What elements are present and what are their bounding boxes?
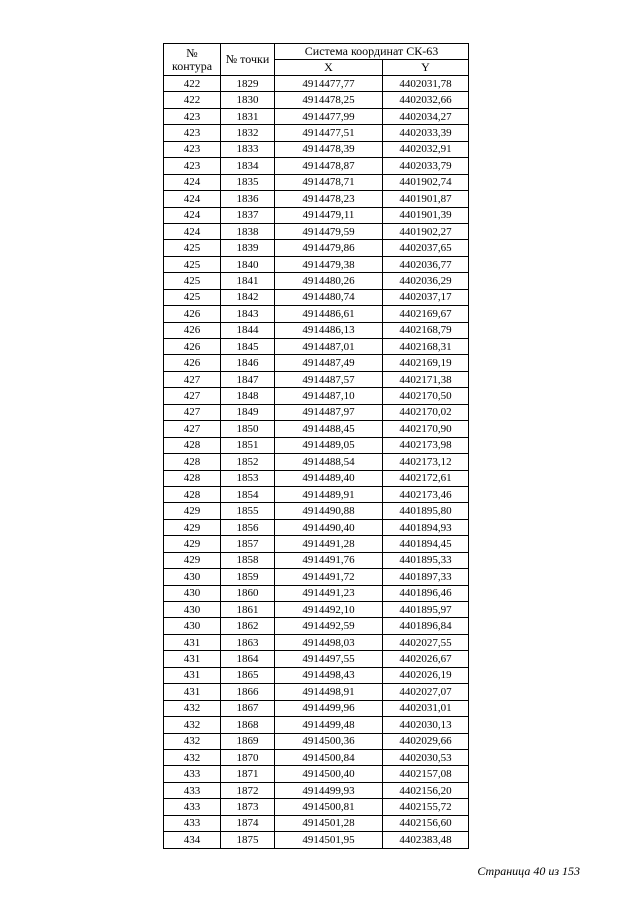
contour-number-symbol: № bbox=[186, 45, 198, 60]
y-cell: 4402157,08 bbox=[383, 766, 469, 782]
y-cell: 4402173,98 bbox=[383, 437, 469, 453]
contour-cell: 426 bbox=[164, 339, 221, 355]
table-row bbox=[164, 289, 469, 305]
x-cell: 4914491,28 bbox=[275, 536, 383, 552]
point-cell: 1831 bbox=[221, 108, 275, 124]
table-row bbox=[164, 256, 469, 272]
contour-cell: 433 bbox=[164, 815, 221, 831]
y-cell: 4401896,84 bbox=[383, 618, 469, 634]
contour-cell: 424 bbox=[164, 174, 221, 190]
point-cell: 1866 bbox=[221, 684, 275, 700]
x-cell: 4914487,57 bbox=[275, 371, 383, 387]
point-cell: 1873 bbox=[221, 799, 275, 815]
contour-cell: 432 bbox=[164, 749, 221, 765]
contour-cell: 424 bbox=[164, 207, 221, 223]
y-cell: 4402383,48 bbox=[383, 832, 469, 848]
x-cell: 4914486,61 bbox=[275, 306, 383, 322]
table-row bbox=[164, 569, 469, 585]
table-row bbox=[164, 799, 469, 815]
x-cell: 4914500,40 bbox=[275, 766, 383, 782]
point-cell: 1854 bbox=[221, 486, 275, 502]
x-cell: 4914497,55 bbox=[275, 651, 383, 667]
point-cell: 1869 bbox=[221, 733, 275, 749]
contour-cell: 430 bbox=[164, 585, 221, 601]
y-cell: 4402031,01 bbox=[383, 700, 469, 716]
point-cell: 1868 bbox=[221, 717, 275, 733]
table-row bbox=[164, 700, 469, 716]
y-cell: 4402034,27 bbox=[383, 108, 469, 124]
x-cell: 4914492,59 bbox=[275, 618, 383, 634]
y-cell: 4402173,46 bbox=[383, 486, 469, 502]
table-body bbox=[164, 76, 469, 849]
y-cell: 4401901,39 bbox=[383, 207, 469, 223]
table-row bbox=[164, 92, 469, 108]
table-row bbox=[164, 667, 469, 683]
x-cell: 4914500,84 bbox=[275, 749, 383, 765]
y-cell: 4402030,53 bbox=[383, 749, 469, 765]
y-cell: 4401902,27 bbox=[383, 223, 469, 239]
point-cell: 1858 bbox=[221, 552, 275, 568]
table-row bbox=[164, 240, 469, 256]
contour-cell: 424 bbox=[164, 223, 221, 239]
x-cell: 4914478,23 bbox=[275, 191, 383, 207]
table-row bbox=[164, 404, 469, 420]
contour-cell: 432 bbox=[164, 700, 221, 716]
y-cell: 4401901,87 bbox=[383, 191, 469, 207]
y-cell: 4401894,93 bbox=[383, 519, 469, 535]
point-cell: 1839 bbox=[221, 240, 275, 256]
contour-cell: 429 bbox=[164, 503, 221, 519]
x-cell: 4914486,13 bbox=[275, 322, 383, 338]
contour-cell: 423 bbox=[164, 141, 221, 157]
point-cell: 1859 bbox=[221, 569, 275, 585]
contour-cell: 423 bbox=[164, 108, 221, 124]
contour-number-header bbox=[164, 44, 221, 76]
x-cell: 4914487,01 bbox=[275, 339, 383, 355]
y-cell: 4401894,45 bbox=[383, 536, 469, 552]
table-row bbox=[164, 470, 469, 486]
x-cell: 4914480,74 bbox=[275, 289, 383, 305]
point-cell: 1846 bbox=[221, 355, 275, 371]
table-row bbox=[164, 76, 469, 92]
table-row bbox=[164, 125, 469, 141]
point-cell: 1860 bbox=[221, 585, 275, 601]
table-row bbox=[164, 141, 469, 157]
y-cell: 4402169,19 bbox=[383, 355, 469, 371]
contour-cell: 434 bbox=[164, 832, 221, 848]
point-cell: 1838 bbox=[221, 223, 275, 239]
y-column-header: Y bbox=[383, 60, 469, 76]
contour-cell: 426 bbox=[164, 355, 221, 371]
x-cell: 4914501,28 bbox=[275, 815, 383, 831]
x-cell: 4914500,36 bbox=[275, 733, 383, 749]
y-cell: 4402027,07 bbox=[383, 684, 469, 700]
contour-cell: 433 bbox=[164, 766, 221, 782]
y-cell: 4402172,61 bbox=[383, 470, 469, 486]
point-cell: 1840 bbox=[221, 256, 275, 272]
y-cell: 4402156,20 bbox=[383, 782, 469, 798]
table-row bbox=[164, 388, 469, 404]
y-cell: 4402036,77 bbox=[383, 256, 469, 272]
contour-number-label: контура bbox=[171, 58, 213, 73]
x-cell: 4914491,72 bbox=[275, 569, 383, 585]
y-cell: 4401895,97 bbox=[383, 602, 469, 618]
y-cell: 4401896,46 bbox=[383, 585, 469, 601]
x-cell: 4914478,39 bbox=[275, 141, 383, 157]
x-cell: 4914489,05 bbox=[275, 437, 383, 453]
x-cell: 4914478,71 bbox=[275, 174, 383, 190]
point-cell: 1856 bbox=[221, 519, 275, 535]
y-cell: 4402026,19 bbox=[383, 667, 469, 683]
contour-cell: 433 bbox=[164, 799, 221, 815]
y-cell: 4402033,39 bbox=[383, 125, 469, 141]
x-cell: 4914479,11 bbox=[275, 207, 383, 223]
contour-cell: 428 bbox=[164, 454, 221, 470]
contour-cell: 422 bbox=[164, 76, 221, 92]
contour-cell: 430 bbox=[164, 618, 221, 634]
table-row bbox=[164, 684, 469, 700]
table-row bbox=[164, 815, 469, 831]
contour-cell: 425 bbox=[164, 256, 221, 272]
y-cell: 4402169,67 bbox=[383, 306, 469, 322]
x-cell: 4914492,10 bbox=[275, 602, 383, 618]
y-cell: 4402026,67 bbox=[383, 651, 469, 667]
contour-cell: 424 bbox=[164, 191, 221, 207]
table-row bbox=[164, 273, 469, 289]
point-cell: 1863 bbox=[221, 634, 275, 650]
table-row bbox=[164, 191, 469, 207]
point-cell: 1832 bbox=[221, 125, 275, 141]
x-cell: 4914499,93 bbox=[275, 782, 383, 798]
table-row bbox=[164, 519, 469, 535]
table-row bbox=[164, 766, 469, 782]
contour-cell: 426 bbox=[164, 322, 221, 338]
table-row bbox=[164, 223, 469, 239]
y-cell: 4402171,38 bbox=[383, 371, 469, 387]
table-row bbox=[164, 749, 469, 765]
x-cell: 4914489,40 bbox=[275, 470, 383, 486]
contour-cell: 429 bbox=[164, 536, 221, 552]
point-cell: 1841 bbox=[221, 273, 275, 289]
y-cell: 4402170,50 bbox=[383, 388, 469, 404]
contour-cell: 431 bbox=[164, 651, 221, 667]
y-cell: 4401897,33 bbox=[383, 569, 469, 585]
point-cell: 1870 bbox=[221, 749, 275, 765]
x-cell: 4914488,45 bbox=[275, 421, 383, 437]
y-cell: 4401902,74 bbox=[383, 174, 469, 190]
y-cell: 4402027,55 bbox=[383, 634, 469, 650]
table-row bbox=[164, 306, 469, 322]
x-cell: 4914477,99 bbox=[275, 108, 383, 124]
table-row bbox=[164, 651, 469, 667]
x-cell: 4914489,91 bbox=[275, 486, 383, 502]
y-cell: 4402033,79 bbox=[383, 158, 469, 174]
point-cell: 1844 bbox=[221, 322, 275, 338]
point-cell: 1830 bbox=[221, 92, 275, 108]
contour-cell: 431 bbox=[164, 667, 221, 683]
point-cell: 1837 bbox=[221, 207, 275, 223]
x-cell: 4914491,76 bbox=[275, 552, 383, 568]
table-row bbox=[164, 371, 469, 387]
contour-cell: 430 bbox=[164, 569, 221, 585]
point-cell: 1853 bbox=[221, 470, 275, 486]
table-row bbox=[164, 602, 469, 618]
contour-cell: 429 bbox=[164, 552, 221, 568]
y-cell: 4402037,65 bbox=[383, 240, 469, 256]
x-cell: 4914501,95 bbox=[275, 832, 383, 848]
point-cell: 1847 bbox=[221, 371, 275, 387]
y-cell: 4402170,90 bbox=[383, 421, 469, 437]
y-cell: 4402029,66 bbox=[383, 733, 469, 749]
point-cell: 1851 bbox=[221, 437, 275, 453]
x-cell: 4914477,51 bbox=[275, 125, 383, 141]
x-column-header: X bbox=[275, 60, 383, 76]
point-cell: 1852 bbox=[221, 454, 275, 470]
contour-cell: 427 bbox=[164, 421, 221, 437]
x-cell: 4914478,87 bbox=[275, 158, 383, 174]
x-cell: 4914498,43 bbox=[275, 667, 383, 683]
contour-cell: 433 bbox=[164, 782, 221, 798]
table-row bbox=[164, 618, 469, 634]
point-cell: 1862 bbox=[221, 618, 275, 634]
point-cell: 1850 bbox=[221, 421, 275, 437]
contour-cell: 425 bbox=[164, 240, 221, 256]
table-row bbox=[164, 207, 469, 223]
point-cell: 1835 bbox=[221, 174, 275, 190]
y-cell: 4402155,72 bbox=[383, 799, 469, 815]
contour-cell: 427 bbox=[164, 371, 221, 387]
page-number: Страница 40 из 153 bbox=[477, 864, 580, 878]
table-row bbox=[164, 421, 469, 437]
table-row bbox=[164, 158, 469, 174]
table-row bbox=[164, 437, 469, 453]
contour-cell: 432 bbox=[164, 717, 221, 733]
point-cell: 1834 bbox=[221, 158, 275, 174]
y-cell: 4402032,66 bbox=[383, 92, 469, 108]
y-cell: 4402036,29 bbox=[383, 273, 469, 289]
point-number-header: № точки bbox=[221, 44, 275, 76]
x-cell: 4914477,77 bbox=[275, 76, 383, 92]
table-row bbox=[164, 536, 469, 552]
y-cell: 4402032,91 bbox=[383, 141, 469, 157]
x-cell: 4914479,38 bbox=[275, 256, 383, 272]
contour-cell: 422 bbox=[164, 92, 221, 108]
contour-cell: 430 bbox=[164, 602, 221, 618]
table-row bbox=[164, 552, 469, 568]
point-cell: 1845 bbox=[221, 339, 275, 355]
contour-cell: 425 bbox=[164, 289, 221, 305]
x-cell: 4914491,23 bbox=[275, 585, 383, 601]
y-cell: 4401895,80 bbox=[383, 503, 469, 519]
contour-cell: 426 bbox=[164, 306, 221, 322]
y-cell: 4402037,17 bbox=[383, 289, 469, 305]
x-cell: 4914479,86 bbox=[275, 240, 383, 256]
x-cell: 4914490,88 bbox=[275, 503, 383, 519]
point-cell: 1872 bbox=[221, 782, 275, 798]
contour-cell: 432 bbox=[164, 733, 221, 749]
point-cell: 1855 bbox=[221, 503, 275, 519]
coordinate-system-header: Система координат СК-63 bbox=[275, 44, 469, 60]
table-row bbox=[164, 454, 469, 470]
contour-cell: 423 bbox=[164, 158, 221, 174]
table-row bbox=[164, 355, 469, 371]
x-cell: 4914490,40 bbox=[275, 519, 383, 535]
table-row bbox=[164, 832, 469, 848]
point-cell: 1843 bbox=[221, 306, 275, 322]
y-cell: 4402030,13 bbox=[383, 717, 469, 733]
point-cell: 1874 bbox=[221, 815, 275, 831]
point-cell: 1871 bbox=[221, 766, 275, 782]
contour-cell: 427 bbox=[164, 404, 221, 420]
x-cell: 4914479,59 bbox=[275, 223, 383, 239]
x-cell: 4914498,03 bbox=[275, 634, 383, 650]
y-cell: 4402168,31 bbox=[383, 339, 469, 355]
x-cell: 4914487,49 bbox=[275, 355, 383, 371]
point-cell: 1865 bbox=[221, 667, 275, 683]
x-cell: 4914488,54 bbox=[275, 454, 383, 470]
table-row bbox=[164, 339, 469, 355]
point-cell: 1848 bbox=[221, 388, 275, 404]
table-row bbox=[164, 322, 469, 338]
x-cell: 4914499,48 bbox=[275, 717, 383, 733]
table-row bbox=[164, 782, 469, 798]
y-cell: 4401895,33 bbox=[383, 552, 469, 568]
table-row bbox=[164, 717, 469, 733]
table-row bbox=[164, 585, 469, 601]
point-cell: 1836 bbox=[221, 191, 275, 207]
y-cell: 4402173,12 bbox=[383, 454, 469, 470]
y-cell: 4402170,02 bbox=[383, 404, 469, 420]
contour-cell: 431 bbox=[164, 634, 221, 650]
x-cell: 4914500,81 bbox=[275, 799, 383, 815]
contour-cell: 425 bbox=[164, 273, 221, 289]
y-cell: 4402031,78 bbox=[383, 76, 469, 92]
contour-cell: 423 bbox=[164, 125, 221, 141]
y-cell: 4402156,60 bbox=[383, 815, 469, 831]
point-cell: 1857 bbox=[221, 536, 275, 552]
x-cell: 4914498,91 bbox=[275, 684, 383, 700]
table-row bbox=[164, 486, 469, 502]
x-cell: 4914487,97 bbox=[275, 404, 383, 420]
contour-cell: 429 bbox=[164, 519, 221, 535]
point-cell: 1864 bbox=[221, 651, 275, 667]
x-cell: 4914487,10 bbox=[275, 388, 383, 404]
y-cell: 4402168,79 bbox=[383, 322, 469, 338]
contour-cell: 428 bbox=[164, 470, 221, 486]
table-row bbox=[164, 503, 469, 519]
point-cell: 1849 bbox=[221, 404, 275, 420]
contour-cell: 428 bbox=[164, 486, 221, 502]
point-cell: 1867 bbox=[221, 700, 275, 716]
table-row bbox=[164, 634, 469, 650]
coordinates-table bbox=[163, 43, 469, 849]
point-cell: 1829 bbox=[221, 76, 275, 92]
table-row bbox=[164, 733, 469, 749]
table-row bbox=[164, 108, 469, 124]
table-row bbox=[164, 174, 469, 190]
contour-cell: 431 bbox=[164, 684, 221, 700]
x-cell: 4914499,96 bbox=[275, 700, 383, 716]
x-cell: 4914478,25 bbox=[275, 92, 383, 108]
point-cell: 1833 bbox=[221, 141, 275, 157]
contour-cell: 428 bbox=[164, 437, 221, 453]
contour-cell: 427 bbox=[164, 388, 221, 404]
point-cell: 1875 bbox=[221, 832, 275, 848]
point-cell: 1861 bbox=[221, 602, 275, 618]
point-cell: 1842 bbox=[221, 289, 275, 305]
x-cell: 4914480,26 bbox=[275, 273, 383, 289]
